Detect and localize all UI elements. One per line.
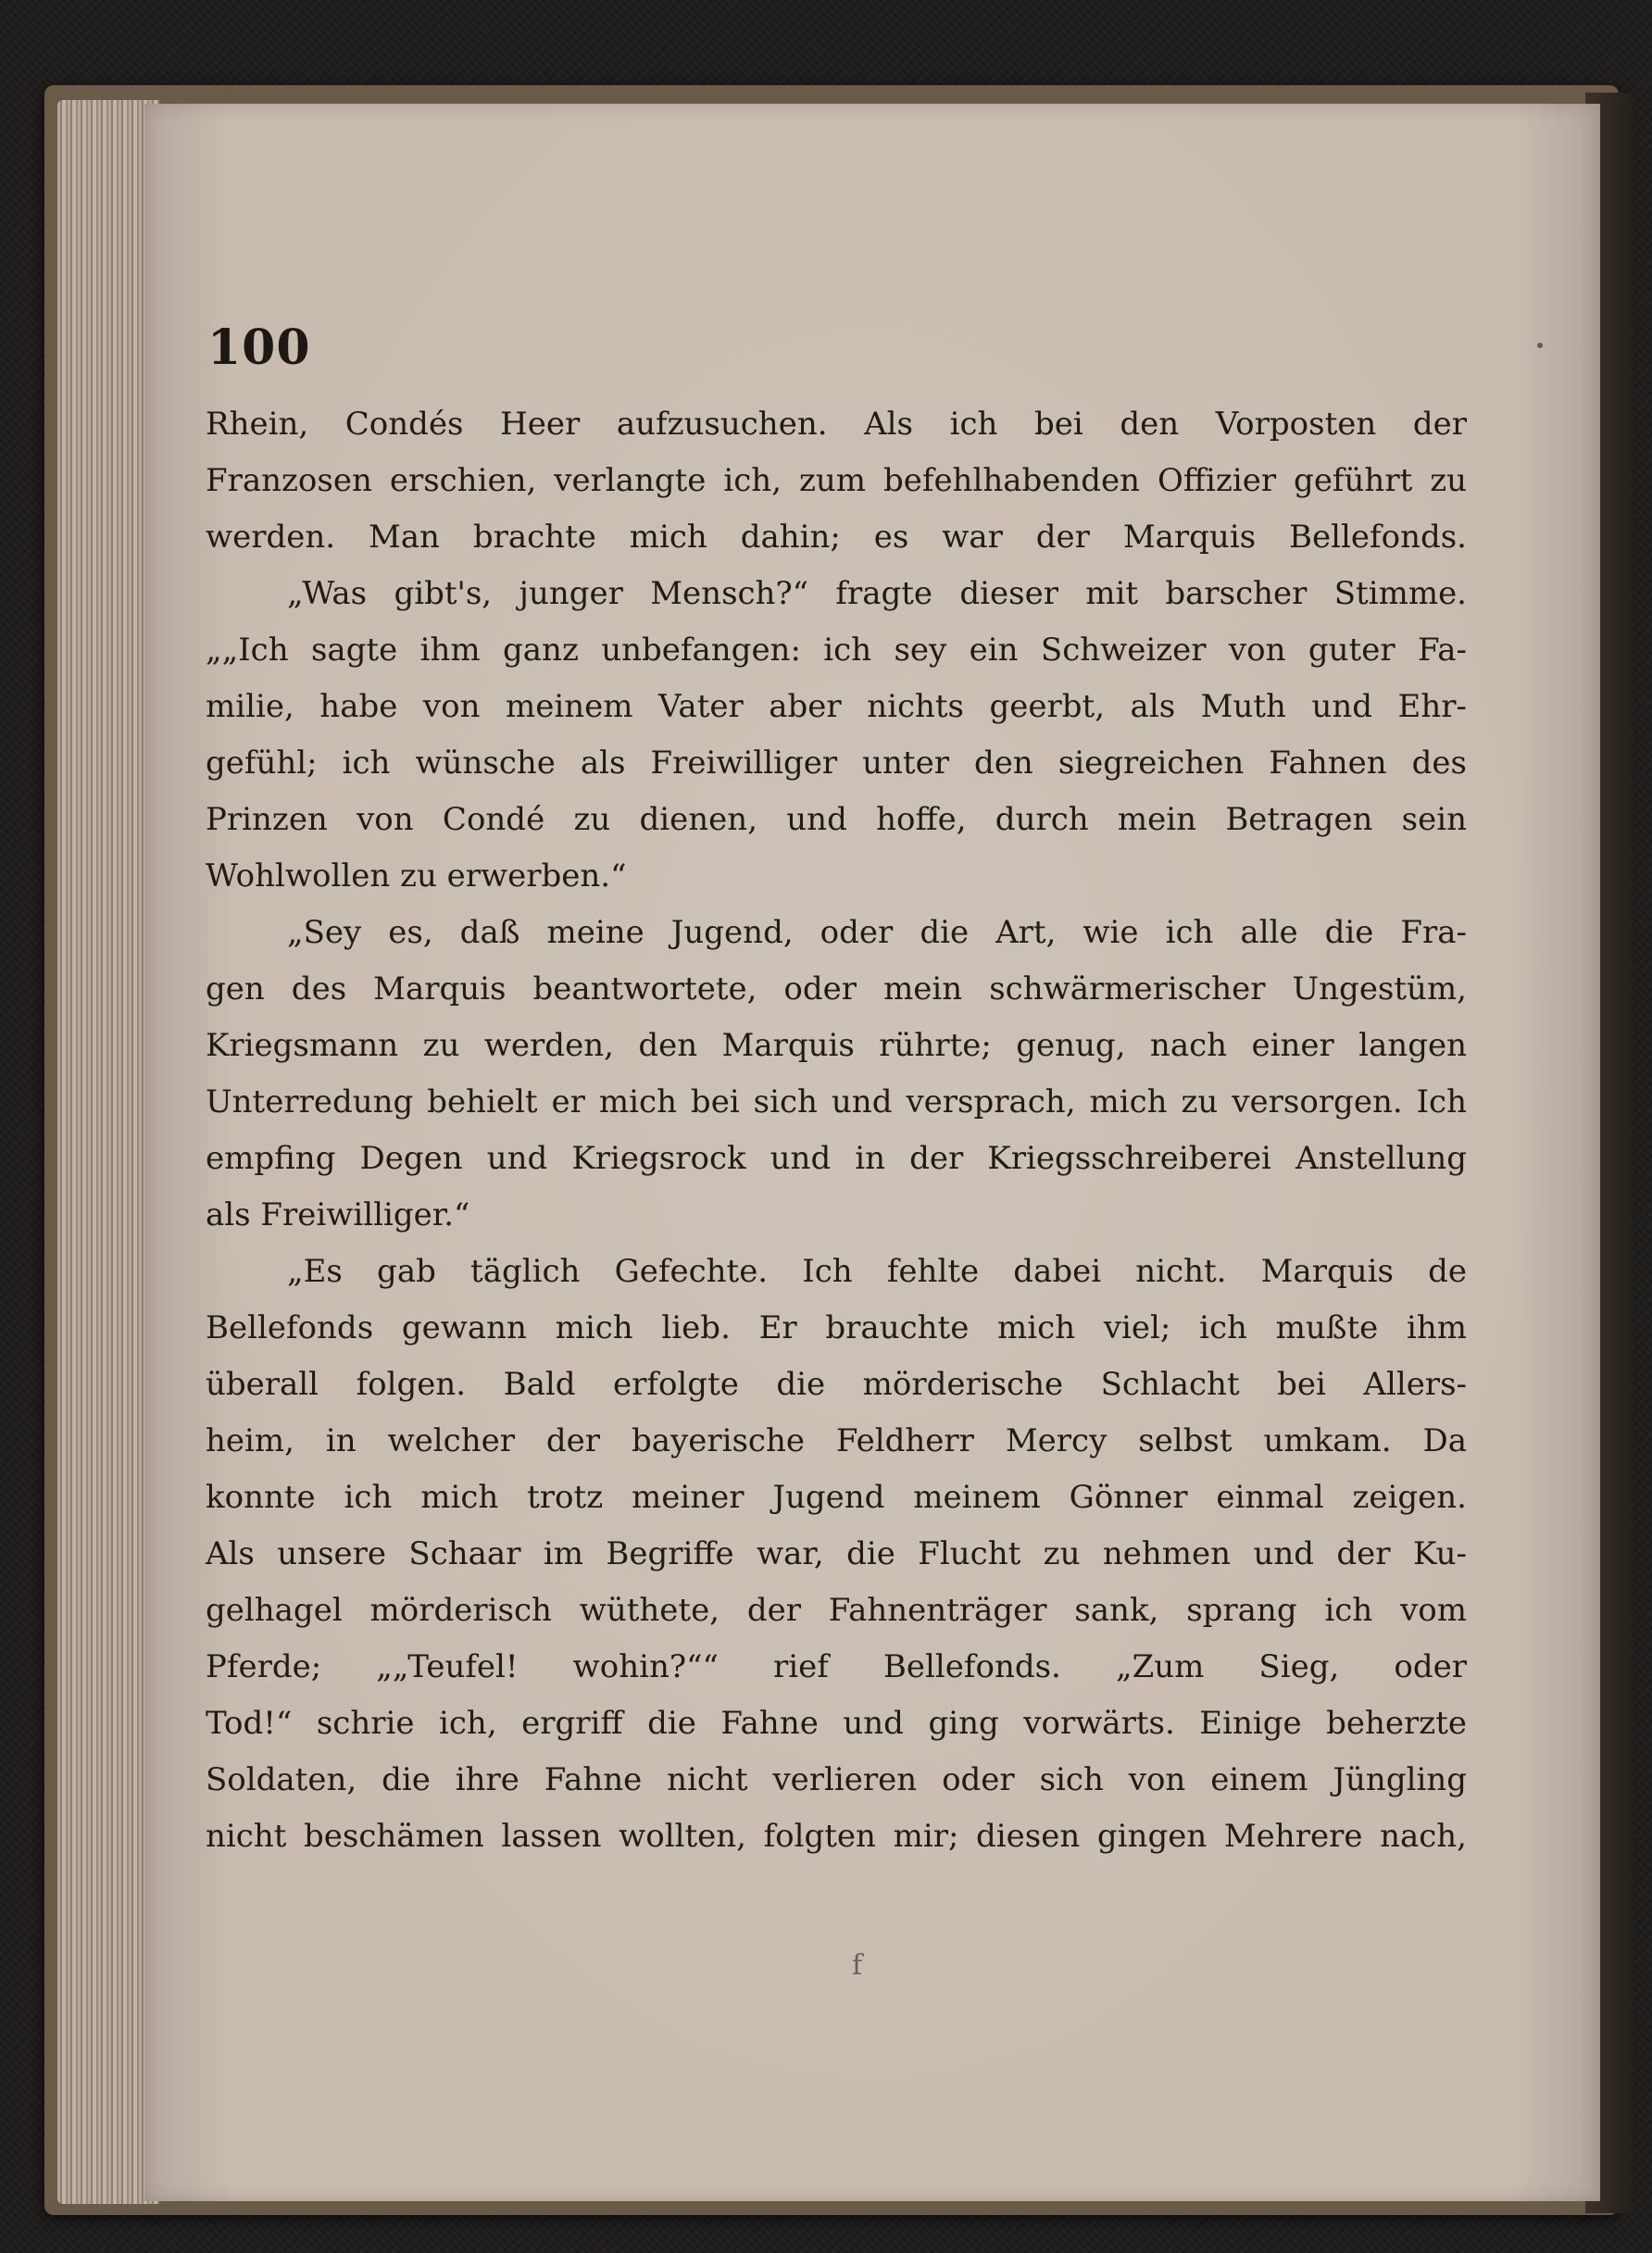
text-line: überall folgen. Bald erfolgte die mörderische Schlacht bei Allers-	[206, 1366, 1467, 1403]
text-line: „Was gibt's, junger Mensch?“ fragte dieser mit barscher Stimme.	[287, 575, 1467, 612]
text-line: werden. Man brachte mich dahin; es war der Marquis Bellefonds.	[206, 519, 1467, 556]
text-line: empfing Degen und Kriegsrock und in der Kriegsschreiberei Anstellung	[206, 1140, 1467, 1177]
text-line: als Freiwilliger.“	[206, 1196, 470, 1233]
text-line: konnte ich mich trotz meiner Jugend meinem Gönner einmal zeigen.	[206, 1479, 1467, 1516]
text-line: Pferde; „„Teufel! wohin?““ rief Bellefonds. „Zum Sieg, oder	[206, 1648, 1467, 1685]
text-line: „„Ich sagte ihm ganz unbefangen: ich sey ein Schweizer von guter Fa-	[206, 632, 1467, 669]
ink-speck	[1537, 343, 1543, 348]
text-line: Prinzen von Condé zu dienen, und hoffe, durch mein Betragen sein	[206, 801, 1467, 838]
body-text	[206, 396, 1467, 1865]
text-line: milie, habe von meinem Vater aber nichts geerbt, als Muth und Ehr-	[206, 688, 1467, 725]
text-line: Soldaten, die ihre Fahne nicht verlieren oder sich von einem Jüngling	[206, 1761, 1467, 1798]
text-line: gen des Marquis beantwortete, oder mein schwärmerischer Ungestüm,	[206, 970, 1467, 1008]
page-number: 100	[207, 319, 311, 376]
text-line: Bellefonds gewann mich lieb. Er brauchte mich viel; ich mußte ihm	[206, 1309, 1467, 1346]
text-line: heim, in welcher der bayerische Feldherr Mercy selbst umkam. Da	[206, 1422, 1467, 1459]
text-line: Rhein, Condés Heer aufzusuchen. Als ich bei den Vorposten der	[206, 406, 1467, 443]
text-line: Tod!“ schrie ich, ergriff die Fahne und ging vorwärts. Einige beherzte	[206, 1705, 1467, 1742]
text-line: Als unsere Schaar im Begriffe war, die Flucht zu nehmen und der Ku-	[206, 1535, 1467, 1572]
text-line: gefühl; ich wünsche als Freiwilliger unter den siegreichen Fahnen des	[206, 745, 1467, 782]
footer-mark: f	[852, 1949, 863, 1982]
text-line: Kriegsmann zu werden, den Marquis rührte; genug, nach einer langen	[206, 1027, 1467, 1064]
text-line: „Sey es, daß meine Jugend, oder die Art, wie ich alle die Fra-	[287, 914, 1467, 951]
text-line: nicht beschämen lassen wollten, folgten mir; diesen gingen Mehrere nach,	[206, 1818, 1467, 1855]
text-line: „Es gab täglich Gefechte. Ich fehlte dabei nicht. Marquis de	[287, 1253, 1467, 1290]
text-line: gelhagel mörderisch wüthete, der Fahnenträger sank, sprang ich vom	[206, 1592, 1467, 1629]
text-line: Wohlwollen zu erwerben.“	[206, 857, 627, 895]
text-line: Franzosen erschien, verlangte ich, zum befehlhabenden Offizier geführt zu	[206, 462, 1467, 499]
text-line: Unterredung behielt er mich bei sich und versprach, mich zu versorgen. Ich	[206, 1083, 1467, 1120]
